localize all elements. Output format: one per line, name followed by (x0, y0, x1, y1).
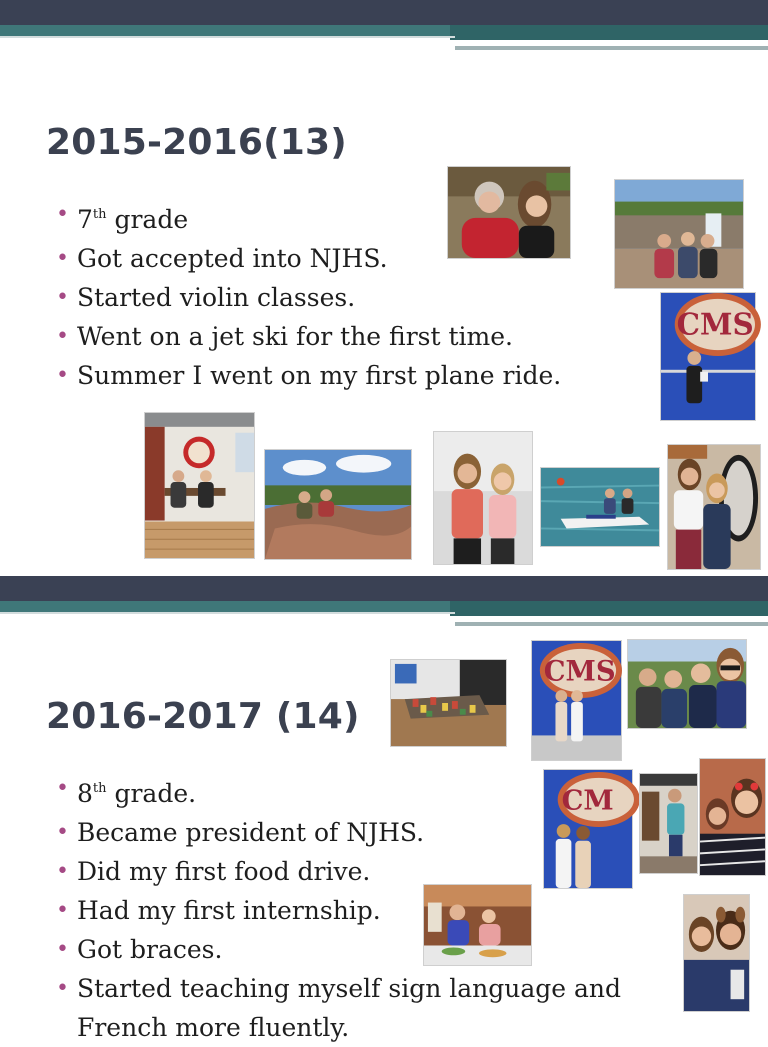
cms-sign-text: CMS (543, 655, 616, 688)
bullet-item: • Got accepted into NJHS. (56, 239, 561, 278)
photo-snapchat-filter (699, 758, 766, 876)
bullet-item-continued: French more fluently. (77, 1013, 350, 1042)
bullet-item: • 8th grade. (56, 769, 621, 813)
photo-group-selfie (627, 639, 747, 729)
bullet-item: • Did my first food drive. (56, 852, 621, 891)
bullet-dot-icon: • (56, 859, 69, 884)
bullet-dot-icon: • (56, 937, 69, 962)
photo-dog-filter (683, 894, 750, 1012)
photo-mirror (667, 444, 761, 570)
slide-title: 2016-2017 (14) (46, 696, 360, 737)
photo-rocks (264, 449, 412, 560)
header-accent-tab (450, 25, 768, 40)
header-accent-tab (450, 601, 768, 616)
bullet-item: • Got braces. (56, 930, 621, 969)
photo-grandmother (447, 166, 571, 259)
bullet-dot-icon: • (56, 898, 69, 923)
bullet-item: • Had my first internship. (56, 891, 621, 930)
cms-sign-text: CMS (676, 306, 754, 342)
header-rule-right (455, 622, 768, 626)
photo-restaurant (144, 412, 255, 559)
slide-title: 2015-2016(13) (46, 122, 347, 163)
photo-jet-ski (540, 467, 660, 547)
bullet-item: • Went on a jet ski for the first time. (56, 317, 561, 356)
bullet-dot-icon: • (56, 363, 69, 388)
bullet-dot-icon: • (56, 820, 69, 845)
photo-internship (639, 773, 698, 874)
header-rule-left (0, 612, 455, 614)
header-bar (0, 0, 768, 25)
header-bar (0, 576, 768, 601)
bullet-dot-icon: • (56, 285, 69, 310)
bullet-dot-icon: • (56, 776, 69, 801)
bullet-item: • Started violin classes. (56, 278, 561, 317)
photo-cms-sign-b (543, 769, 633, 889)
cms-sign-text: CM (561, 784, 614, 817)
header-rule-right (455, 46, 768, 50)
photo-friends (433, 431, 533, 565)
photo-food-drive (390, 659, 507, 747)
photo-waterfall (614, 179, 744, 289)
bullet-item: • Started teaching myself sign language and (56, 969, 621, 1008)
bullet-item: • Became president of NJHS. (56, 813, 621, 852)
photo-dinner (423, 884, 532, 966)
header-rule-left (0, 36, 455, 38)
bullet-dot-icon: • (56, 976, 69, 1001)
bullet-list (56, 769, 621, 1047)
photo-cms-sign-a (531, 640, 622, 761)
bullet-item: • 7th grade (56, 195, 561, 239)
bullet-dot-icon: • (56, 246, 69, 271)
slide-2016-2017 (0, 576, 768, 1042)
bullet-dot-icon: • (56, 202, 69, 227)
bullet-item: • Summer I went on my first plane ride. (56, 356, 561, 395)
bullet-dot-icon: • (56, 324, 69, 349)
photo-cms-sign (660, 292, 756, 421)
